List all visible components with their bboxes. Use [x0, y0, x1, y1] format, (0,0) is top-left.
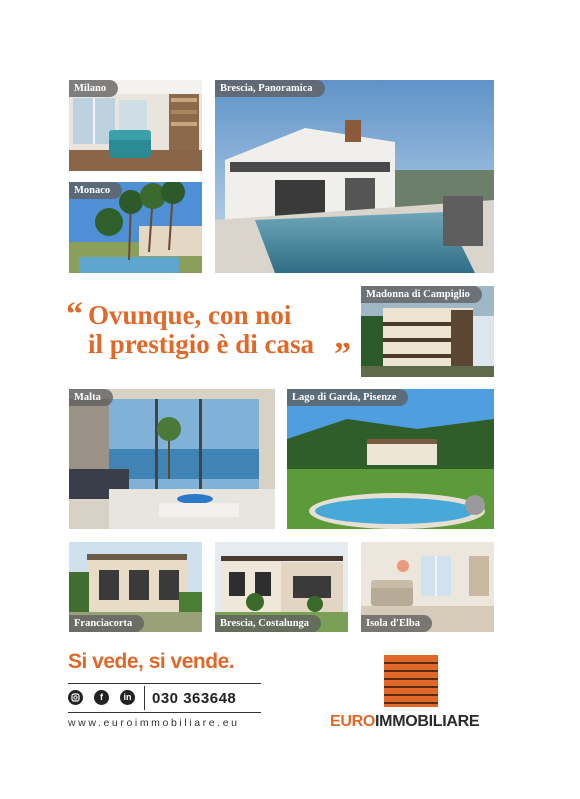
location-tag-malta: Malta	[69, 389, 113, 406]
location-tag-isola-elba: Isola d'Elba	[361, 615, 432, 632]
photo-franciacorta	[69, 542, 202, 632]
photo-monaco	[69, 182, 202, 273]
location-tag-brescia-costalunga: Brescia, Costalunga	[215, 615, 321, 632]
brand-logo-mark	[384, 655, 438, 707]
lago-di-garda-image	[287, 389, 494, 529]
photo-madonna-di-campiglio	[361, 286, 494, 377]
website-link[interactable]: www.euroimmobiliare.eu	[68, 717, 240, 729]
phone-number[interactable]: 030 363648	[152, 690, 237, 707]
brescia-panoramica-image	[215, 80, 494, 273]
photo-lago-di-garda	[287, 389, 494, 529]
slogan: Si vede, si vende.	[68, 650, 235, 673]
photo-malta	[69, 389, 275, 529]
location-tag-madonna-di-campiglio: Madonna di Campiglio	[361, 286, 482, 303]
instagram-icon[interactable]	[68, 690, 83, 705]
location-tag-lago-di-garda: Lago di Garda, Pisenze	[287, 389, 408, 406]
divider-bottom	[68, 712, 261, 713]
divider-top	[68, 683, 261, 684]
brand-name	[330, 713, 479, 731]
photo-isola-elba	[361, 542, 494, 632]
location-tag-monaco: Monaco	[69, 182, 122, 199]
photo-milano	[69, 80, 202, 171]
photo-brescia-panoramica	[215, 80, 494, 273]
logo-stripes-icon	[384, 655, 438, 707]
location-tag-franciacorta: Franciacorta	[69, 615, 144, 632]
malta-image	[69, 389, 275, 529]
brand-name-immobiliare: IMMOBILIARE	[375, 713, 480, 730]
close-quote-mark: ”	[334, 336, 351, 373]
headline-line-2: il prestigio è di casa	[88, 329, 314, 359]
open-quote-mark: “	[66, 296, 83, 333]
facebook-icon[interactable]: f	[94, 690, 109, 705]
location-tag-milano: Milano	[69, 80, 118, 97]
phone-divider	[144, 686, 145, 710]
location-tag-brescia-panoramica: Brescia, Panoramica	[215, 80, 325, 97]
headline	[88, 301, 314, 359]
headline-line-1: Ovunque, con noi	[88, 300, 292, 330]
photo-brescia-costalunga	[215, 542, 348, 632]
brand-name-euro: EURO	[330, 713, 376, 730]
linkedin-icon[interactable]: in	[120, 690, 135, 705]
